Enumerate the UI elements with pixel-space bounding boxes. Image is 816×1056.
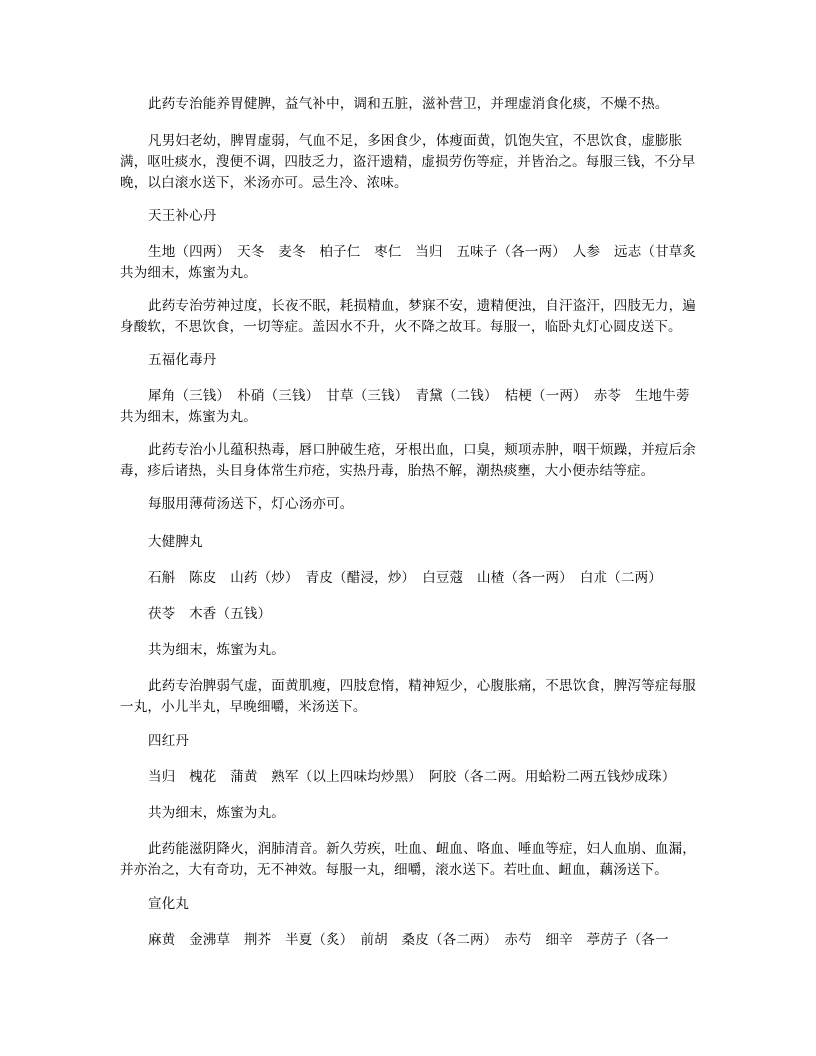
section-heading: 宣化丸	[148, 896, 190, 912]
section-heading: 四红丹	[148, 733, 190, 749]
section-heading: 大健脾丸	[148, 534, 203, 550]
paragraph: 凡男妇老幼，脾胃虚弱，气血不足，多困食少，体瘦面黄，饥饱失宜，不思饮食，虚膨胀满，呕吐痰水，溲便不调，四肢乏力，盗汗遗精，虚损劳伤等症，并皆治之。每服三钱，不分早晚，以白滚水送下，米汤亦可。忌生冷、浓味。	[120, 133, 696, 191]
ingredient-list: 生地（四两） 天冬 麦冬 柏子仁 枣仁 当归 五味子（各一两） 人参 远志（甘草炙共为细末，炼蜜为丸。	[120, 244, 697, 281]
section-heading: 五福化毒丹	[148, 352, 217, 368]
ingredient-list: 麻黄 金沸草 荆芥 半夏（炙） 前胡 桑皮（各二两） 赤芍 细辛 葶苈子（各一	[148, 932, 669, 948]
ingredient-list: 当归 槐花 蒲黄 熟军（以上四味均炒黑） 阿胶（各二两。用蛤粉二两五钱炒成珠）	[148, 769, 676, 785]
section-heading: 天王补心丹	[148, 208, 217, 224]
paragraph: 此药专治脾弱气虚，面黄肌瘦，四肢怠惰，精神短少，心腹胀痛，不思饮食，脾泻等症每服一丸，小儿半丸，早晚细嚼，米汤送下。	[120, 678, 696, 715]
paragraph: 此药专治劳神过度，长夜不眠，耗损精血，梦寐不安，遗精便浊，自汗盗汗，四肢无力，遍身酸软，不思饮食，一切等症。盖因水不升，火不降之故耳。每服一，临卧丸灯心圆皮送下。	[120, 298, 696, 335]
paragraph: 此药专治能养胃健脾，益气补中，调和五脏，滋补营卫，并理虚消食化痰，不燥不热。	[148, 96, 669, 112]
paragraph: 此药能滋阴降火，润肺清音。新久劳疾，吐血、衄血、咯血、唾血等症，妇人血崩、血漏，并亦治之，大有奇功，无不神效。每服一丸，细嚼，滚水送下。若吐血、衄血，藕汤送下。	[120, 841, 696, 878]
paragraph: 每服用薄荷汤送下，灯心汤亦可。	[148, 496, 354, 512]
ingredient-list: 犀角（三钱） 朴硝（三钱） 甘草（三钱） 青黛（二钱） 桔梗（一两） 赤苓 生地牛蒡共为细末，炼蜜为丸。	[120, 388, 690, 425]
paragraph: 此药专治小儿蕴积热毒，唇口肿破生疮，牙根出血，口臭，颊项赤肿，咽干烦躁，并痘后余毒，疹后诸热，头目身体常生疖疮，实热丹毒，胎热不解，潮热痰壅，大小便赤结等症。	[120, 442, 696, 479]
paragraph: 共为细末，炼蜜为丸。	[148, 805, 285, 821]
ingredient-list: 石斛 陈皮 山药（炒） 青皮（醋浸，炒） 白豆蔻 山楂（各一两） 白朮（二两）	[148, 570, 663, 586]
ingredient-list: 茯苓 木香（五钱）	[148, 606, 272, 622]
paragraph: 共为细末，炼蜜为丸。	[148, 642, 285, 658]
